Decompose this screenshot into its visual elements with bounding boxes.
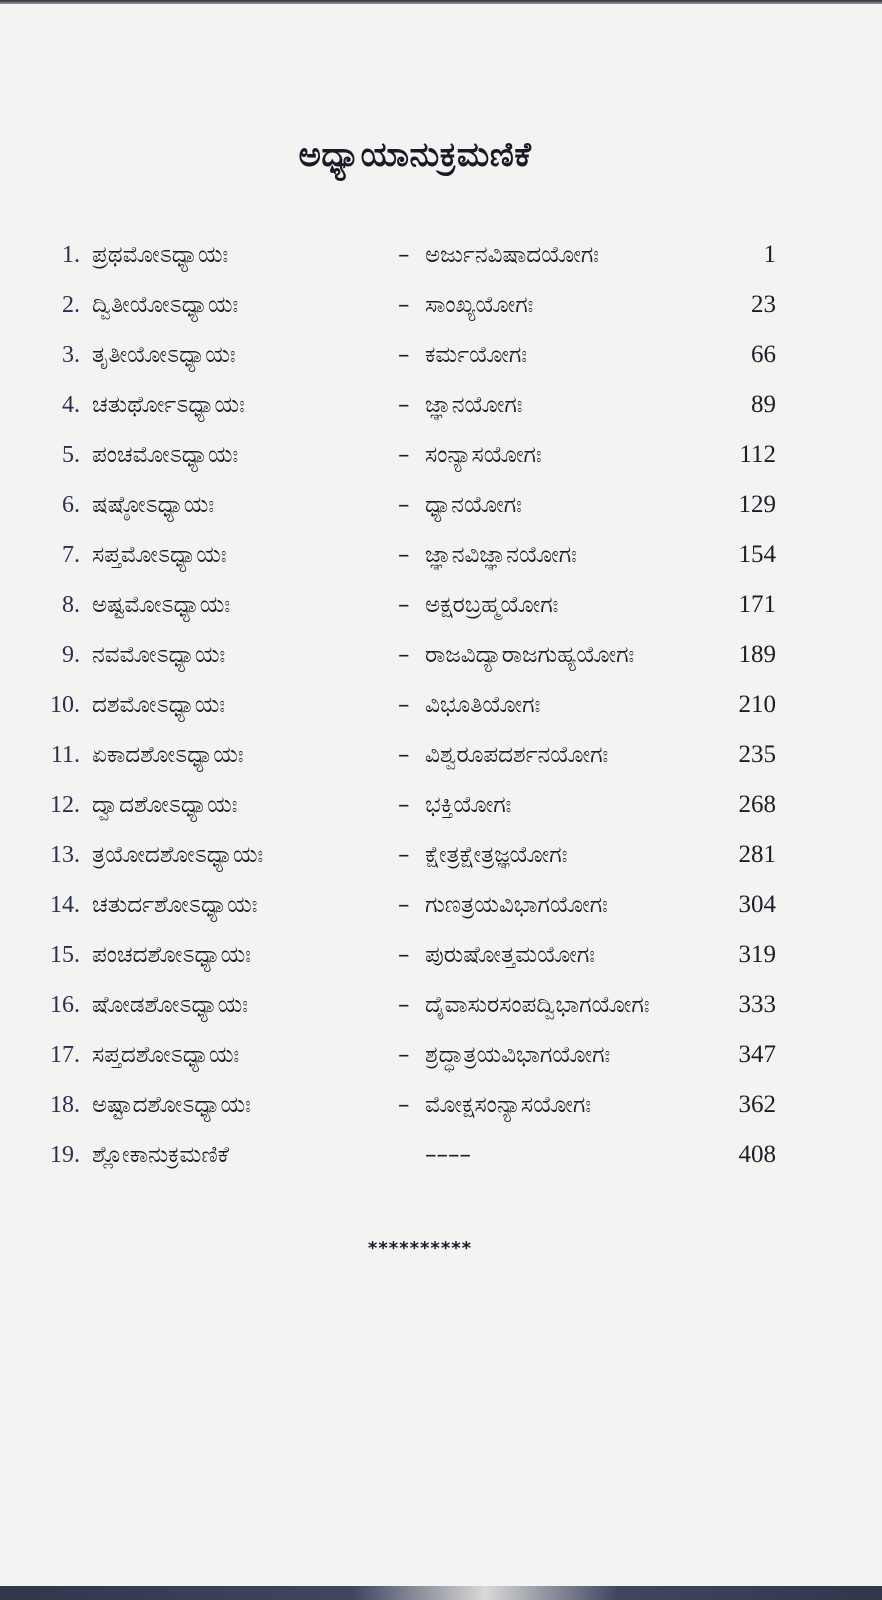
toc-chapter-title: ಅಷ್ಟಾದಶೋಽಧ್ಯಾಯಃ (92, 1092, 251, 1118)
toc-dash: – (398, 692, 410, 718)
end-marker: ********** (367, 1238, 473, 1259)
toc-dash: – (398, 492, 410, 518)
toc-page-number: 129 (738, 491, 776, 518)
toc-dash: – (398, 1042, 410, 1068)
toc-dash: – (398, 942, 410, 968)
toc-yoga-title: ದೈವಾಸುರಸಂಪದ್ವಿಭಾಗಯೋಗಃ (425, 992, 650, 1018)
toc-row (0, 830, 882, 880)
toc-row (0, 980, 882, 1030)
toc-page-number: 1 (763, 241, 776, 268)
page-top-edge (0, 0, 882, 4)
toc-number: 9. (62, 642, 80, 668)
toc-yoga-title: ಜ್ಞಾನಯೋಗಃ (425, 392, 523, 418)
toc-number: 10. (50, 692, 80, 718)
toc-page-number: 189 (738, 641, 776, 668)
toc-yoga-title: ಗುಣತ್ರಯವಿಭಾಗಯೋಗಃ (425, 892, 608, 918)
toc-chapter-title: ಸಪ್ತಮೋಽಧ್ಯಾಯಃ (92, 542, 227, 568)
toc-chapter-title: ಷೋಡಶೋಽಧ್ಯಾಯಃ (92, 992, 248, 1018)
toc-number: 12. (50, 792, 80, 818)
table-of-contents (0, 230, 882, 1180)
toc-number: 17. (50, 1042, 80, 1068)
toc-row (0, 930, 882, 980)
toc-number: 14. (50, 892, 80, 918)
toc-chapter-title: ಏಕಾದಶೋಽಧ್ಯಾಯಃ (92, 742, 244, 768)
toc-page-number: 281 (738, 841, 776, 868)
toc-chapter-title: ಷಷ್ಠೋಽಧ್ಯಾಯಃ (92, 492, 215, 518)
toc-row (0, 680, 882, 730)
toc-chapter-title: ಚತುರ್ದಶೋಽಧ್ಯಾಯಃ (92, 892, 258, 918)
toc-dash: – (398, 992, 410, 1018)
toc-yoga-title: ವಿಭೂತಿಯೋಗಃ (425, 692, 541, 718)
toc-chapter-title: ತೃತೀಯೋಽಧ್ಯಾಯಃ (92, 342, 236, 368)
toc-row (0, 1130, 882, 1180)
toc-dash: – (398, 842, 410, 868)
toc-yoga-title: ಮೋಕ್ಷಸಂನ್ಯಾಸಯೋಗಃ (425, 1092, 592, 1118)
page-bottom-edge (0, 1586, 882, 1600)
toc-chapter-title: ನವಮೋಽಧ್ಯಾಯಃ (92, 642, 226, 668)
toc-dash: – (398, 442, 410, 468)
toc-page-number: 171 (738, 591, 776, 618)
toc-yoga-title: ರಾಜವಿದ್ಯಾರಾಜಗುಹ್ಯಯೋಗಃ (425, 642, 635, 668)
toc-yoga-title: ಜ್ಞಾನವಿಜ್ಞಾನಯೋಗಃ (425, 542, 577, 568)
toc-row (0, 530, 882, 580)
toc-row (0, 280, 882, 330)
toc-dash: – (398, 242, 410, 268)
toc-chapter-title: ಅಷ್ಟಮೋಽಧ್ಯಾಯಃ (92, 592, 231, 618)
toc-chapter-title: ಸಪ್ತದಶೋಽಧ್ಯಾಯಃ (92, 1042, 240, 1068)
toc-number: 19. (50, 1142, 80, 1168)
toc-yoga-title: ಪುರುಷೋತ್ತಮಯೋಗಃ (425, 942, 596, 968)
toc-row (0, 780, 882, 830)
toc-yoga-title: ಕರ್ಮಯೋಗಃ (425, 342, 528, 368)
toc-page-number: 235 (738, 741, 776, 768)
toc-page-number: 333 (738, 991, 776, 1018)
toc-page-number: 304 (738, 891, 776, 918)
toc-yoga-title: ವಿಶ್ವರೂಪದರ್ಶನಯೋಗಃ (425, 742, 609, 768)
toc-chapter-title: ಶ್ಲೋಕಾನುಕ್ರಮಣಿಕೆ (92, 1142, 229, 1168)
toc-dash: – (398, 792, 410, 818)
toc-chapter-title: ದ್ವಿತೀಯೋಽಧ್ಯಾಯಃ (92, 292, 239, 318)
toc-page-number: 112 (739, 441, 776, 468)
toc-page-number: 319 (738, 941, 776, 968)
toc-row (0, 880, 882, 930)
toc-row (0, 480, 882, 530)
toc-number: 15. (50, 942, 80, 968)
toc-yoga-title: ಧ್ಯಾನಯೋಗಃ (425, 492, 522, 518)
toc-dash: – (398, 342, 410, 368)
toc-row (0, 430, 882, 480)
toc-dash: – (398, 542, 410, 568)
toc-dash: – (398, 892, 410, 918)
page-title: ಅಧ್ಯಾಯಾನುಕ್ರಮಣಿಕೆ (298, 134, 532, 175)
toc-yoga-title: ಶ್ರದ್ಧಾತ್ರಯವಿಭಾಗಯೋಗಃ (425, 1042, 611, 1068)
toc-chapter-title: ಚತುರ್ಥೋಽಧ್ಯಾಯಃ (92, 392, 245, 418)
toc-row (0, 230, 882, 280)
toc-dash: – (398, 642, 410, 668)
toc-number: 5. (62, 442, 80, 468)
toc-page-number: 89 (751, 391, 776, 418)
toc-number: 1. (62, 242, 80, 268)
toc-chapter-title: ಪಂಚದಶೋಽಧ್ಯಾಯಃ (92, 942, 251, 968)
toc-chapter-title: ತ್ರಯೋದಶೋಽಧ್ಯಾಯಃ (92, 842, 264, 868)
toc-dash: – (398, 592, 410, 618)
toc-page-number: 210 (738, 691, 776, 718)
toc-page-number: 66 (751, 341, 776, 368)
toc-number: 13. (50, 842, 80, 868)
toc-number: 18. (50, 1092, 80, 1118)
toc-number: 2. (62, 292, 80, 318)
toc-yoga-title: –––– (425, 1142, 471, 1168)
toc-yoga-title: ಅರ್ಜುನವಿಷಾದಯೋಗಃ (425, 242, 600, 268)
toc-page-number: 408 (738, 1141, 776, 1168)
toc-yoga-title: ಭಕ್ತಿಯೋಗಃ (425, 792, 512, 818)
toc-chapter-title: ಪಂಚಮೋಽಧ್ಯಾಯಃ (92, 442, 239, 468)
toc-number: 4. (62, 392, 80, 418)
toc-number: 16. (50, 992, 80, 1018)
toc-page-number: 268 (738, 791, 776, 818)
toc-row (0, 330, 882, 380)
toc-page-number: 23 (751, 291, 776, 318)
toc-page-number: 362 (738, 1091, 776, 1118)
toc-row (0, 630, 882, 680)
toc-dash: – (398, 292, 410, 318)
toc-number: 6. (62, 492, 80, 518)
toc-row (0, 730, 882, 780)
toc-dash: – (398, 742, 410, 768)
toc-yoga-title: ಕ್ಷೇತ್ರಕ್ಷೇತ್ರಜ್ಞಯೋಗಃ (425, 842, 568, 868)
toc-number: 3. (62, 342, 80, 368)
toc-row (0, 380, 882, 430)
toc-chapter-title: ದ್ವಾದಶೋಽಧ್ಯಾಯಃ (92, 792, 238, 818)
toc-number: 7. (62, 542, 80, 568)
toc-dash: – (398, 1092, 410, 1118)
toc-number: 8. (62, 592, 80, 618)
toc-yoga-title: ಅಕ್ಷರಬ್ರಹ್ಮಯೋಗಃ (425, 592, 559, 618)
toc-yoga-title: ಸಂನ್ಯಾಸಯೋಗಃ (425, 442, 542, 468)
toc-row (0, 1030, 882, 1080)
toc-yoga-title: ಸಾಂಖ್ಯಯೋಗಃ (425, 292, 534, 318)
toc-page-number: 347 (738, 1041, 776, 1068)
toc-row (0, 1080, 882, 1130)
toc-dash: – (398, 392, 410, 418)
toc-number: 11. (50, 742, 80, 768)
toc-chapter-title: ಪ್ರಥಮೋಽಧ್ಯಾಯಃ (92, 242, 229, 268)
toc-row (0, 580, 882, 630)
toc-page-number: 154 (738, 541, 776, 568)
toc-chapter-title: ದಶಮೋಽಧ್ಯಾಯಃ (92, 692, 226, 718)
